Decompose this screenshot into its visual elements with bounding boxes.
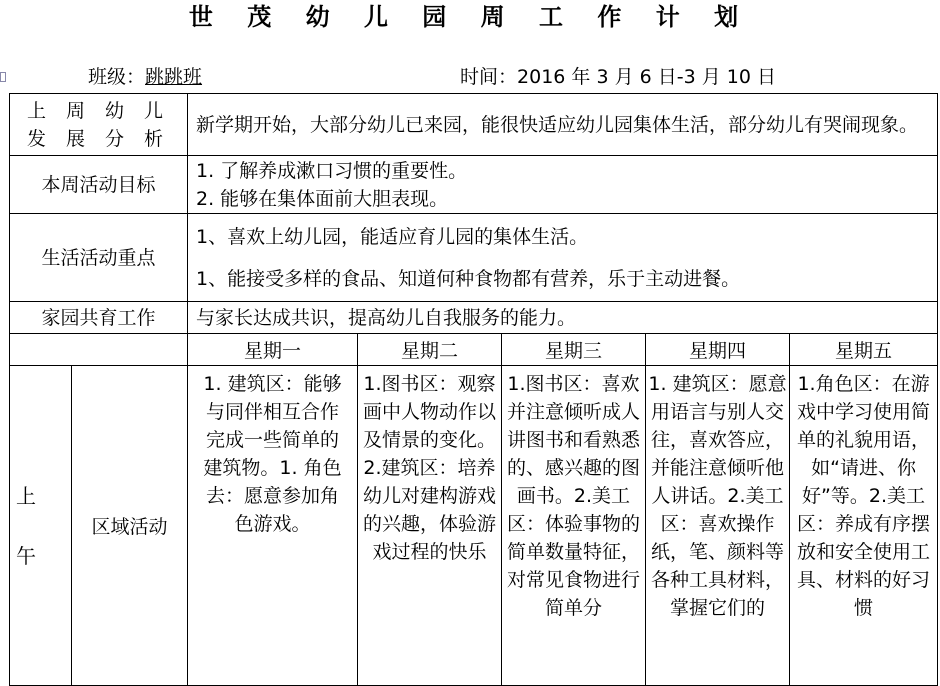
goals-content (188, 156, 938, 214)
morning-char: 上 (16, 483, 36, 508)
last-week-label-line2: 发 展 分 析 (26, 127, 171, 150)
life-content (188, 214, 938, 302)
monday-activity-text: 1. 建筑区：能够与同伴相互合作完成一些简单的建筑物。1. 角色去：愿意参加角色游戏。 (203, 373, 342, 535)
row-home (10, 302, 938, 334)
days-corner-cell (10, 334, 188, 366)
friday-activity (790, 366, 938, 686)
class-label: 班级： (88, 66, 146, 88)
class-value: 跳跳班 (145, 66, 203, 88)
thursday-activity (646, 366, 790, 686)
tuesday-activity (358, 366, 502, 686)
life-item: 1、喜欢上幼儿园，能适应育儿园的集体生活。 (196, 225, 589, 248)
document-title: 世 茂 幼 儿 园 周 工 作 计 划 (188, 3, 752, 31)
time-value: 2016 年 3 月 6 日-3 月 10 日 (517, 66, 776, 88)
home-label: 家园共育工作 (10, 302, 188, 334)
day-header-tuesday: 星期二 (358, 334, 502, 366)
wednesday-activity-text: 1.图书区：喜欢并注意倾听成人讲图书和看熟悉的、感兴趣的图画书。2.美工区：体验事物的简单数量特征，对常见食物进行简单分 (506, 373, 640, 619)
morning-char: 午 (16, 543, 36, 568)
home-content: 与家长达成共识，提高幼儿自我服务的能力。 (188, 302, 938, 334)
last-week-label-line1: 上 周 幼 儿 (26, 99, 171, 122)
day-header-monday: 星期一 (188, 334, 358, 366)
plan-table (9, 93, 938, 686)
row-area-activity (10, 366, 938, 686)
wednesday-activity (502, 366, 646, 686)
meta-line (0, 62, 940, 88)
tuesday-activity-text: 1.图书区：观察画中人物动作以及情景的变化。2.建筑区：培养幼儿对建构游戏的兴趣，体验游戏过程的快乐 (362, 373, 496, 563)
life-item: 1、能接受多样的食品、知道何种食物都有营养，乐于主动进餐。 (196, 267, 741, 290)
row-last-week (10, 94, 938, 156)
last-week-label (10, 94, 188, 156)
row-goals (10, 156, 938, 214)
life-label: 生活活动重点 (10, 214, 188, 302)
day-header-thursday: 星期四 (646, 334, 790, 366)
goal-item: 1. 了解养成漱口习惯的重要性。 (196, 159, 468, 182)
goal-item: 2. 能够在集体面前大胆表现。 (196, 187, 449, 210)
last-week-content: 新学期开始，大部分幼儿已来园，能很快适应幼儿园集体生活，部分幼儿有哭闹现象。 (188, 94, 938, 156)
day-header-wednesday: 星期三 (502, 334, 646, 366)
monday-activity (188, 366, 358, 686)
time-info (460, 62, 776, 89)
goals-label: 本周活动目标 (10, 156, 188, 214)
thursday-activity-text: 1. 建筑区：愿意用语言与别人交往，喜欢答应，并能注意倾听他人讲话。2.美工区：喜欢操作纸，笔、颜料等各种工具材料，掌握它们的 (648, 373, 787, 619)
row-life (10, 214, 938, 302)
row-days (10, 334, 938, 366)
area-activity-label: 区域活动 (72, 366, 188, 686)
day-header-friday: 星期五 (790, 334, 938, 366)
friday-activity-text: 1.角色区：在游戏中学习使用简单的礼貌用语，如“请进、你好”等。2.美工区：养成有序摆放和安全使用工具、材料的好习惯 (797, 373, 931, 619)
time-label: 时间： (460, 66, 518, 88)
morning-label (10, 366, 72, 686)
class-info (88, 62, 232, 89)
